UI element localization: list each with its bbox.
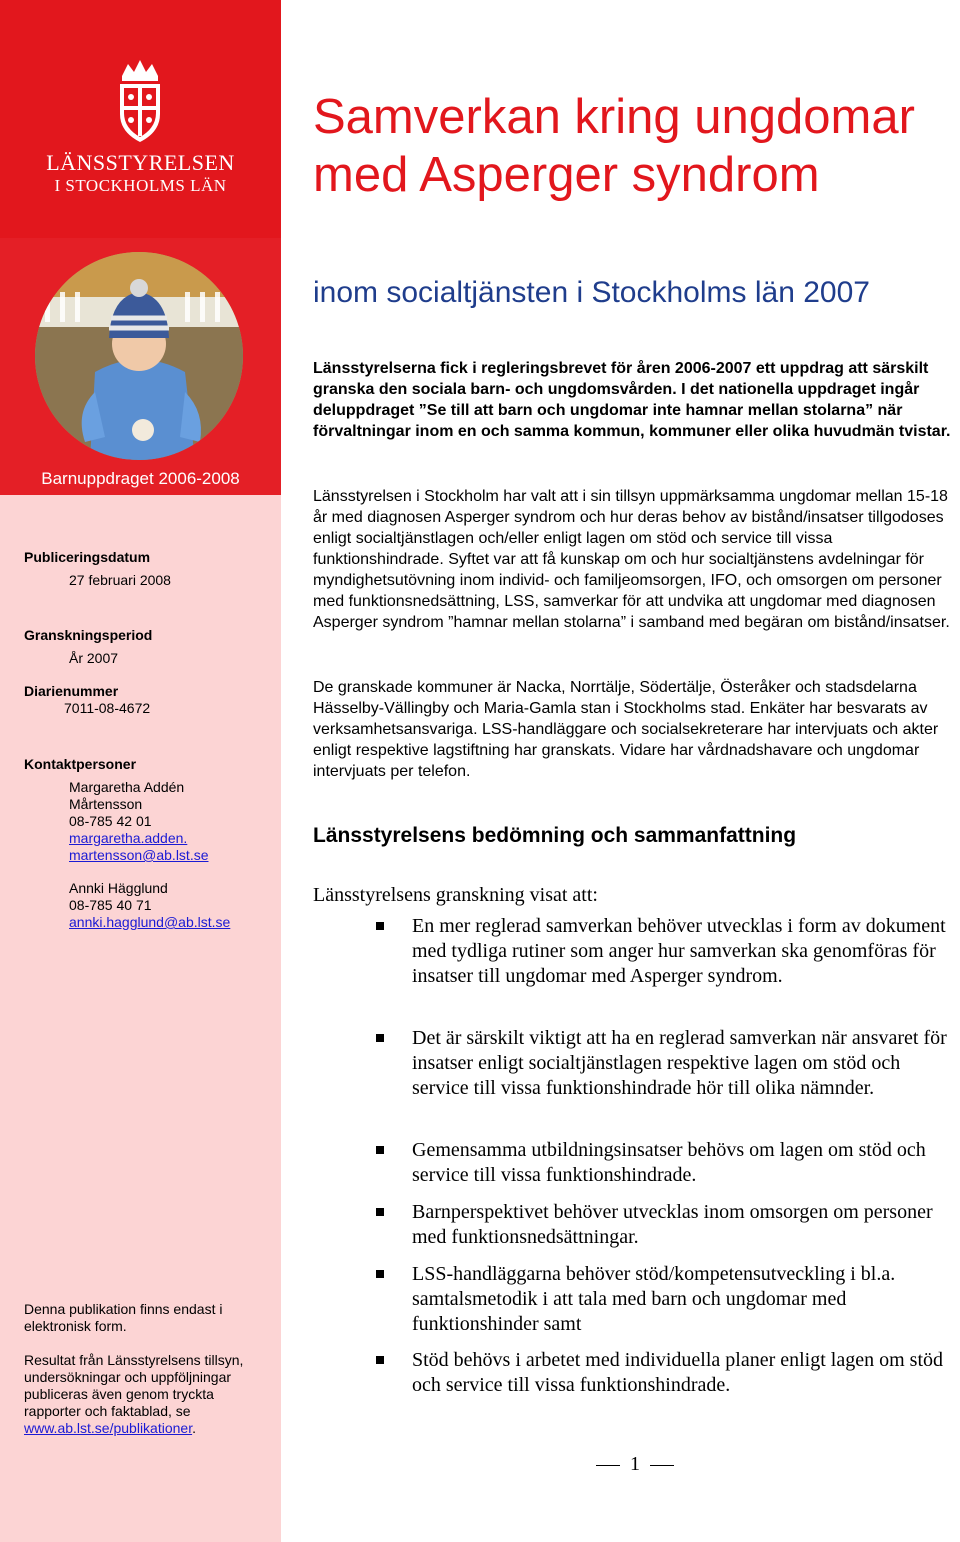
publication-date-label: Publiceringsdatum bbox=[24, 549, 151, 565]
contact2-phone: 08-785 40 71 bbox=[69, 897, 152, 913]
sidebar bbox=[0, 0, 281, 1542]
scope-paragraph: Länsstyrelsen i Stockholm har valt att i sin tillsyn uppmärksamma ungdomar mellan 15-18 år med diagnosen Asperger syndrom och hur deras behov av bistånd/insatser tillgodoses enligt socialtjänstlagen och/eller enligt lagen om stöd och service till vissa funktionshindrade. Syftet var att få kunskap om och hur socialtjänstens avdelningar för myndighetsutövning inom individ- och familjeomsorgen, IFO, och omsorgen om personer med funktionsnedsättning, LSS, samverkar för att undvika att ungdomar med diagnosen Asperger syndrom ”hamnar mellan stolarna” i samband med begäran om bistånd/insatser. bbox=[313, 488, 950, 631]
subtitle: inom socialtjänsten i Stockholms län 2007 bbox=[313, 276, 870, 309]
bullet-icon bbox=[376, 1034, 384, 1042]
publication-date: 27 februari 2008 bbox=[69, 572, 171, 588]
section-heading: Länsstyrelsens bedömning och sammanfattning bbox=[313, 824, 797, 847]
child-photo bbox=[35, 252, 243, 460]
publications-note bbox=[24, 1352, 269, 1437]
crown-crest-icon bbox=[110, 58, 170, 148]
contact1-name-2: Mårtensson bbox=[69, 796, 143, 812]
contact2-name: Annki Hägglund bbox=[69, 880, 168, 896]
finding-item: Barnperspektivet behöver utvecklas inom omsorgen om personer med funktionsnedsättningar. bbox=[412, 1201, 933, 1248]
bullet-icon bbox=[376, 922, 384, 930]
finding-item: LSS-handläggarna behöver stöd/kompetensutveckling i bl.a. samtalsmetodik i att tala med barn och ungdomar med funktionshinder samt bbox=[412, 1263, 896, 1335]
project-label: Barnuppdraget 2006-2008 bbox=[0, 463, 281, 495]
diary-number: 7011-08-4672 bbox=[64, 700, 151, 716]
findings-intro: Länsstyrelsens granskning visat att: bbox=[313, 884, 598, 906]
diary-number-label: Diarienummer bbox=[24, 683, 119, 699]
footer-rule bbox=[650, 1465, 674, 1466]
contact1-phone: 08-785 42 01 bbox=[69, 813, 152, 829]
page-title bbox=[313, 88, 953, 204]
publications-note-end: . bbox=[192, 1420, 196, 1436]
review-period-label: Granskningsperiod bbox=[24, 627, 153, 643]
contact1-email-part1[interactable]: margaretha.adden. bbox=[69, 830, 188, 846]
finding-item: Gemensamma utbildningsinsatser behövs om lagen om stöd och service till vissa funktionshindrade. bbox=[412, 1139, 926, 1186]
logo-block bbox=[0, 0, 281, 238]
bullet-icon bbox=[376, 1146, 384, 1154]
page-footer bbox=[596, 1453, 674, 1476]
intro-paragraph: Länsstyrelserna fick i regleringsbrevet för åren 2006-2007 ett uppdrag att särskilt granska den sociala barn- och ungdomsvården. I det nationella uppdraget ingår deluppdraget ”Se till att barn och ungdomar inte hamnar mellan stolarna” när förvaltningar inom en och samma kommun, kommuner eller olika huvudmän tvistar. bbox=[313, 360, 951, 440]
contacts-label: Kontaktpersoner bbox=[24, 756, 137, 772]
bullet-icon bbox=[376, 1208, 384, 1216]
logo-line-2: I STOCKHOLMS LÄN bbox=[54, 176, 227, 195]
page-number: 1 bbox=[630, 1453, 640, 1475]
contact1-name-1: Margaretha Addén bbox=[69, 779, 185, 795]
bullet-icon bbox=[376, 1356, 384, 1364]
title-line-1: Samverkan kring ungdomar bbox=[313, 90, 915, 144]
finding-item: Det är särskilt viktigt att ha en reglerad samverkan när ansvaret för insatser enligt socialtjänstlagen respektive lagen om stöd och service till vissa funktionshindrade hör till olika nämnder. bbox=[412, 1027, 947, 1099]
finding-item: Stöd behövs i arbetet med individuella planer enligt lagen om stöd och service till vissa funktionshindrade. bbox=[412, 1349, 943, 1396]
review-period: År 2007 bbox=[69, 650, 119, 666]
contact2-email[interactable]: annki.hagglund@ab.lst.se bbox=[69, 914, 231, 930]
publications-note-text: Resultat från Länsstyrelsens tillsyn, undersökningar och uppföljningar publiceras även genom tryckta rapporter och faktablad, se bbox=[24, 1352, 244, 1419]
title-line-2: med Asperger syndrom bbox=[313, 148, 820, 202]
logo-line-1: LÄNSSTYRELSEN bbox=[46, 150, 235, 175]
finding-item: En mer reglerad samverkan behöver utvecklas i form av dokument med tydliga rutiner som anger hur samverkan ska genomföras för insatser till ungdomar med Asperger syndrom. bbox=[412, 915, 946, 987]
bullet-icon bbox=[376, 1270, 384, 1278]
publications-link[interactable]: www.ab.lst.se/publikationer bbox=[24, 1420, 193, 1436]
footer-rule bbox=[596, 1465, 620, 1466]
method-paragraph: De granskade kommuner är Nacka, Norrtälje, Södertälje, Österåker och stadsdelarna Hässelby-Vällingby och Maria-Gamla stan i Stockholms stad. Enkäter har besvarats av verksamhetsansvariga. LSS-handläggare och socialsekreterare har intervjuats och akter enligt respektive lagstiftning har granskats. Vidare har vårdnadshavare och ungdomar intervjuats per telefon. bbox=[313, 679, 939, 780]
photo-frame bbox=[0, 238, 281, 463]
contact1-email-part2[interactable]: martensson@ab.lst.se bbox=[69, 847, 209, 863]
electronic-form-note: Denna publikation finns endast i elektronisk form. bbox=[24, 1301, 223, 1334]
